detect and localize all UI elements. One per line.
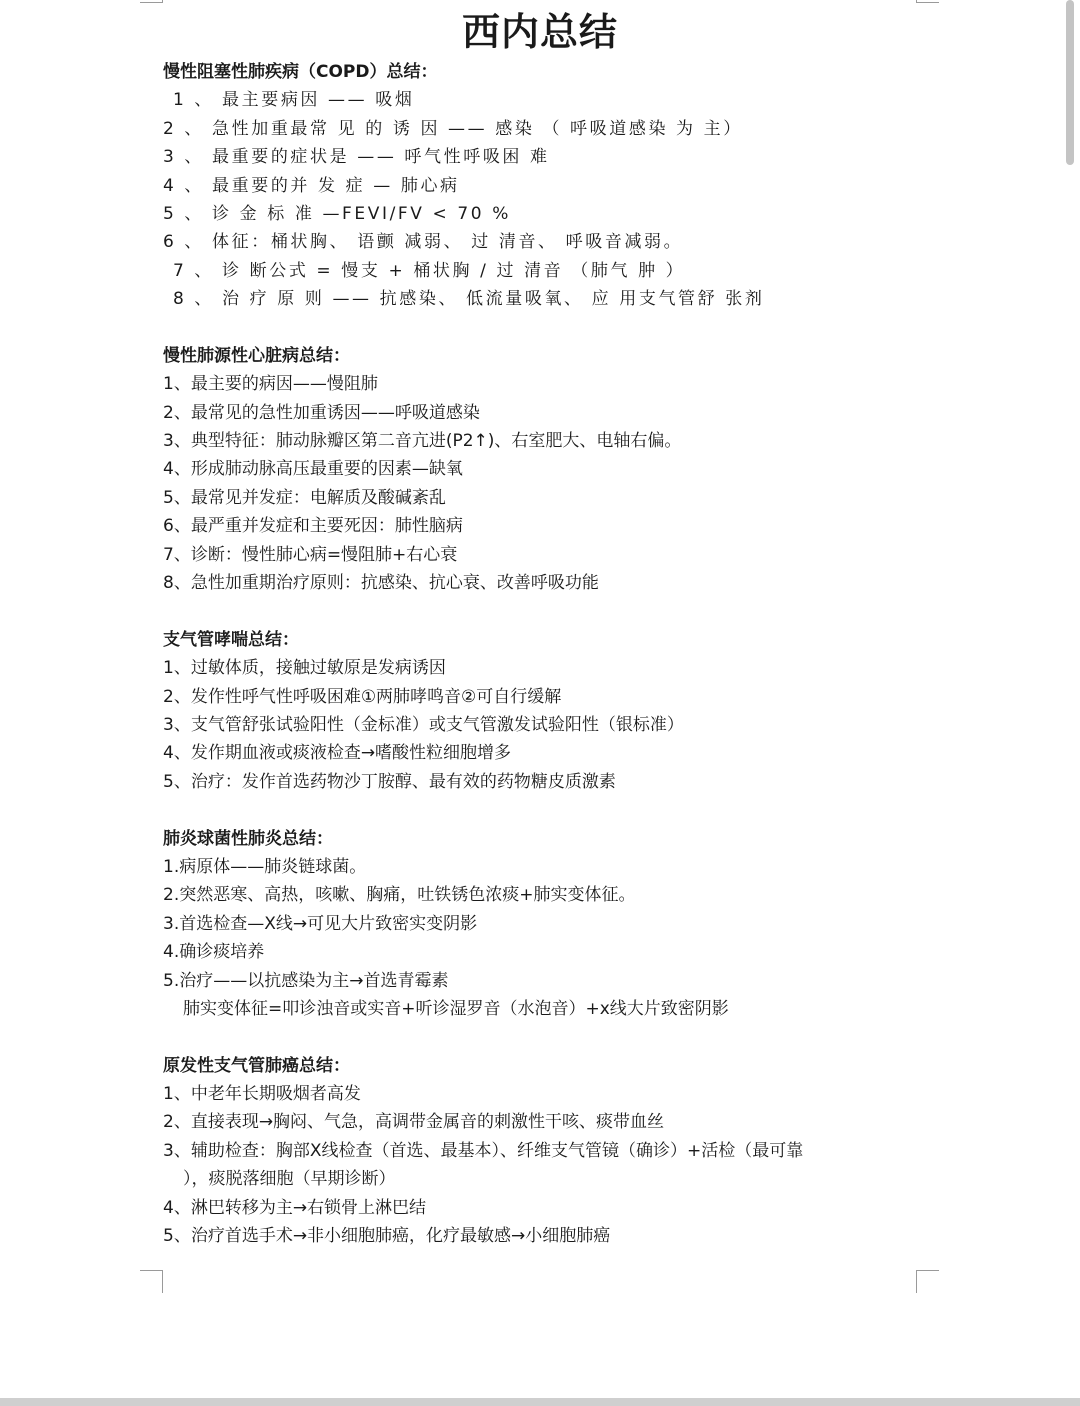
page-corner-mark-top-left: [140, 0, 163, 3]
cor-pulmonale-line: 5、最常见并发症：电解质及酸碱紊乱: [163, 487, 446, 508]
lung-cancer-line: 1、中老年长期吸烟者高发: [163, 1084, 361, 1105]
cor-pulmonale-line: 2、最常见的急性加重诱因——呼吸道感染: [163, 402, 480, 423]
asthma-line: 5、治疗：发作首选药物沙丁胺醇、最有效的药物糖皮质激素: [163, 771, 616, 792]
lung-cancer-line: 4、淋巴转移为主→右锁骨上淋巴结: [163, 1197, 427, 1218]
section-heading-asthma: 支气管哮喘总结：: [163, 629, 299, 650]
asthma-line: 3、支气管舒张试验阳性（金标准）或支气管激发试验阳性（银标准）: [163, 714, 684, 735]
document-body: [163, 58, 923, 1250]
pneumonia-line: 1.病原体——肺炎链球菌。: [163, 856, 367, 877]
section-spacer: [163, 314, 923, 342]
section-heading-copd: 慢性阻塞性肺疾病（COPD）总结：: [163, 62, 438, 82]
section-spacer: [163, 597, 923, 625]
lung-cancer-line: 2、直接表现→胸闷、气急，高调带金属音的刺激性干咳、痰带血丝: [163, 1112, 665, 1133]
pneumonia-line: 5.治疗——以抗感染为主→首选青霉素: [163, 970, 449, 991]
pneumonia-line: 3.首选检查—X线→可见大片致密实变阴影: [163, 913, 478, 934]
pneumonia-line: 2.突然恶寒、高热，咳嗽、胸痛，吐铁锈色浓痰+肺实变体征。: [163, 885, 636, 906]
page-corner-mark-bottom-right: [916, 1270, 939, 1293]
asthma-line: 2、发作性呼气性呼吸困难①两肺哮鸣音②可自行缓解: [163, 686, 562, 707]
lung-cancer-line: 3、辅助检查：胸部X线检查（首选、最基本）、纤维支气管镜（确诊）+活检（最可靠: [163, 1140, 804, 1161]
copd-line: 8 、 治 疗 原 则 —— 抗感染、 低流量吸氧、 应 用支气管舒 张剂: [173, 289, 765, 310]
section-heading-pneumonia: 肺炎球菌性肺炎总结：: [163, 828, 333, 849]
lung-cancer-line: 5、治疗首选手术→非小细胞肺癌，化疗最敏感→小细胞肺癌: [163, 1226, 611, 1247]
pneumonia-line: 肺实变体征=叩诊浊音或实音+听诊湿罗音（水泡音）+x线大片致密阴影: [183, 998, 729, 1019]
copd-line: 4 、 最重要的并 发 症 — 肺心病: [163, 175, 460, 196]
section-spacer: [163, 1023, 923, 1051]
horizontal-scrollbar-track[interactable]: [0, 1398, 1080, 1406]
copd-line: 3 、 最重要的症状是 —— 呼气性呼吸困 难: [163, 147, 550, 168]
cor-pulmonale-line: 8、急性加重期治疗原则：抗感染、抗心衰、改善呼吸功能: [163, 573, 599, 594]
section-spacer: [163, 796, 923, 824]
asthma-line: 1、过敏体质，接触过敏原是发病诱因: [163, 658, 446, 679]
section-heading-cor-pulmonale: 慢性肺源性心脏病总结：: [163, 345, 350, 366]
copd-line: 6 、 体征：桶状胸、 语颤 减弱、 过 清音、 呼吸音减弱。: [163, 232, 684, 253]
cor-pulmonale-line: 6、最严重并发症和主要死因：肺性脑病: [163, 516, 463, 537]
cor-pulmonale-line: 4、形成肺动脉高压最重要的因素—缺氧: [163, 459, 463, 480]
vertical-scrollbar-thumb[interactable]: [1066, 0, 1074, 165]
lung-cancer-line: ），痰脱落细胞（早期诊断）: [183, 1169, 396, 1190]
copd-line: 7 、 诊 断公式 = 慢支 + 桶状胸 / 过 清音 （肺气 肿 ）: [173, 260, 686, 281]
copd-line: 5 、 诊 金 标 准 —FEVI/FV < 70 %: [163, 203, 511, 224]
copd-line: 2 、 急性加重最常 见 的 诱 因 —— 感染 （ 呼吸道感染 为 主）: [163, 118, 743, 139]
page-title: 西内总结: [461, 10, 618, 54]
section-heading-lung-cancer: 原发性支气管肺癌总结：: [163, 1055, 350, 1076]
cor-pulmonale-line: 1、最主要的病因——慢阻肺: [163, 374, 378, 395]
page-corner-mark-bottom-left: [140, 1270, 163, 1293]
cor-pulmonale-line: 3、典型特征：肺动脉瓣区第二音亢进(P2↑)、右室肥大、电轴右偏。: [163, 431, 682, 452]
cor-pulmonale-line: 7、诊断：慢性肺心病=慢阻肺+右心衰: [163, 544, 458, 565]
asthma-line: 4、发作期血液或痰液检查→嗜酸性粒细胞增多: [163, 743, 512, 764]
pneumonia-line: 4.确诊痰培养: [163, 942, 265, 963]
page-corner-mark-top-right: [916, 0, 939, 3]
copd-line: 1 、 最主要病因 —— 吸烟: [173, 90, 415, 111]
